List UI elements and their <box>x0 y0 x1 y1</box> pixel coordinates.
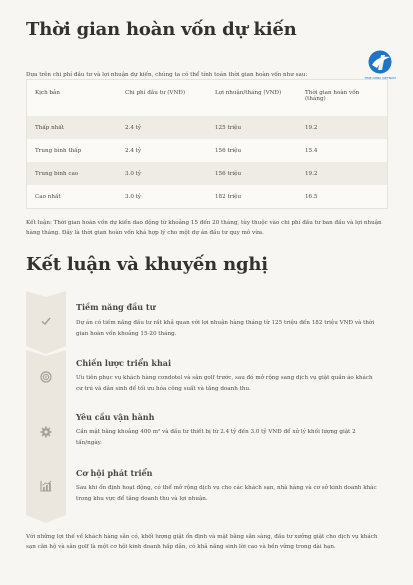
table-row <box>27 139 388 162</box>
table-row <box>27 185 388 209</box>
step-title: Chiến lược triển khai <box>76 358 171 368</box>
table-cell: 3.0 tỷ <box>117 185 207 209</box>
step-title: Yêu cầu vận hành <box>76 412 155 422</box>
step-badge <box>26 291 66 354</box>
table-cell: 156 triệu <box>207 162 297 185</box>
column-header: Thời gian hoàn vốn (tháng) <box>297 80 388 117</box>
check-icon <box>39 314 53 328</box>
step-text: Dự án có tiềm năng đầu tư rất khả quan với lợi nhuận hàng tháng từ 125 triệu đến 182 triệu VNĐ và thời gian hoàn vốn khoảng 15-20 tháng. <box>76 320 375 337</box>
logo-mark-icon <box>361 49 399 77</box>
table-cell: 19.2 <box>297 162 388 185</box>
section-heading: Kết luận và khuyến nghị <box>26 254 268 275</box>
table-cell: 156 triệu <box>207 139 297 162</box>
table-row <box>27 116 388 139</box>
table-header-row <box>27 80 388 117</box>
table-cell: Cao nhất <box>27 185 118 209</box>
target-icon <box>39 370 53 384</box>
table-cell: 19.2 <box>297 116 388 139</box>
step-text: Ưu tiên phục vụ khách hàng condotel và sân golf trước, sau đó mở rộng sang dịch vụ giặt quần áo khách cư trú và dân sinh để tối ưu hóa công suất và tăng doanh thu. <box>76 375 373 392</box>
table-cell: 2.4 tỷ <box>117 139 207 162</box>
closing-paragraph: Với những lợi thế về khách hàng sẵn có, khối lượng giặt ổn định và mặt bằng sẵn sàng, đầu tư xưởng giặt cho dịch vụ khách sạn căn hộ và sân golf là một cơ hội kinh doanh hấp dẫn, có khả năng sinh lời cao và bền vững trong dài hạn. <box>26 533 378 551</box>
page-title: Thời gian hoàn vốn dự kiến <box>26 19 297 40</box>
table-row <box>27 162 388 185</box>
payback-table <box>26 79 388 209</box>
logo-text: TIME OHBC VIETNAM <box>364 76 396 80</box>
step-badge <box>26 350 66 413</box>
table-cell: Thấp nhất <box>27 116 118 139</box>
table-cell: 125 triệu <box>207 116 297 139</box>
step-title: Cơ hội phát triển <box>76 468 153 478</box>
column-header: Lợi nhuận/tháng (VNĐ) <box>207 80 297 117</box>
conclusion-text: Kết luận: Thời gian hoàn vốn dự kiến dao động từ khoảng 15 đến 20 tháng, tùy thuộc vào chi phí đầu tư ban đầu và lợi nhuận hàng tháng. Đây là thời gian hoàn vốn khá hợp lý cho một dự án đầu tư quy mô vừa. <box>26 219 382 236</box>
column-header: Kịch bản <box>27 80 118 117</box>
table-cell: 3.0 tỷ <box>117 162 207 185</box>
growth-chart-icon <box>39 479 53 493</box>
table-cell: 16.5 <box>297 185 388 209</box>
intro-text: Dựa trên chi phí đầu tư và lợi nhuận dự kiến, chúng ta có thể tính toán thời gian hoàn vốn như sau: <box>26 71 308 78</box>
gear-icon <box>39 425 53 439</box>
step-badge <box>26 405 66 468</box>
table-cell: 15.4 <box>297 139 388 162</box>
table-cell: Trung bình cao <box>27 162 118 185</box>
company-logo <box>361 49 399 83</box>
step-badge <box>26 460 66 523</box>
table-cell: 2.4 tỷ <box>117 116 207 139</box>
step-title: Tiềm năng đầu tư <box>76 302 156 312</box>
step-text: Sau khi ổn định hoạt động, có thể mở rộng dịch vụ cho các khách sạn, nhà hàng và cơ sở kinh doanh khác trong khu vực để tăng doanh thu và lợi nhuận. <box>76 485 377 502</box>
table-cell: Trung bình thấp <box>27 139 118 162</box>
table-cell: 182 triệu <box>207 185 297 209</box>
column-header: Chi phí đầu tư (VNĐ) <box>117 80 207 117</box>
step-text: Cần mặt bằng khoảng 400 m² và đầu tư thiết bị từ 2.4 tỷ đến 3.0 tỷ VNĐ để xử lý khối lượng giặt 2 tấn/ngày. <box>76 429 356 446</box>
